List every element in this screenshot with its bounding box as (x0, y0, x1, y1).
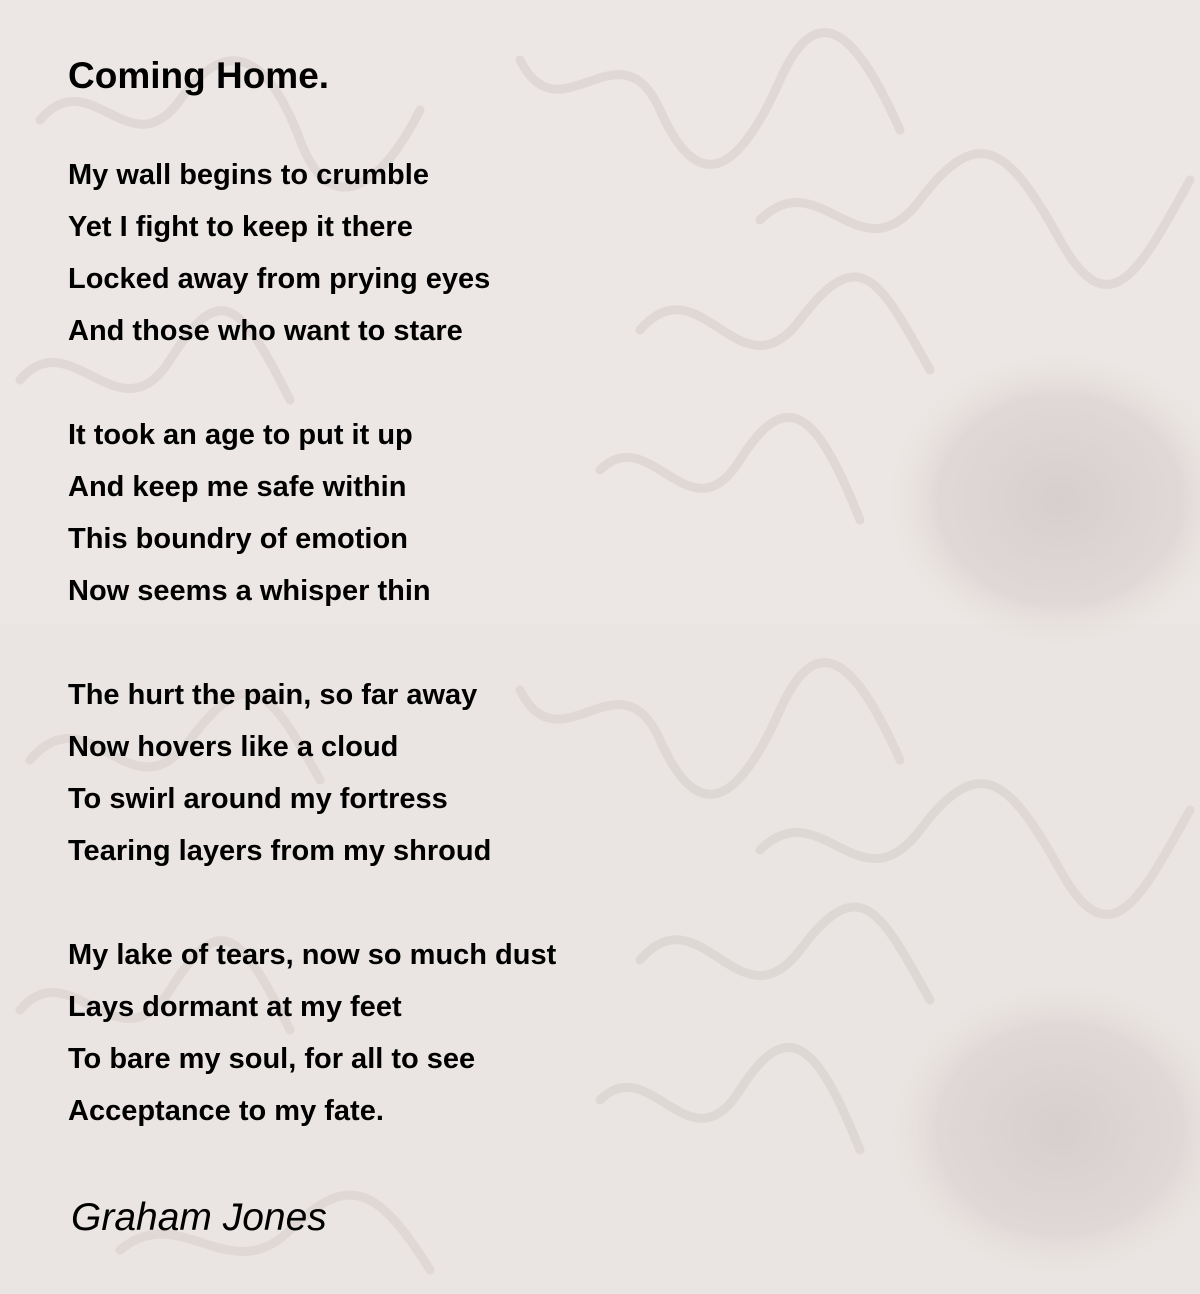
stanza-2 (68, 409, 431, 617)
poem-line: Yet I fight to keep it there (68, 211, 413, 243)
poem-line: Lays dormant at my feet (68, 991, 402, 1023)
poem-line: To swirl around my fortress (68, 783, 448, 815)
poem-author: Graham Jones (71, 1196, 327, 1239)
poem-line: This boundry of emotion (68, 523, 408, 555)
stanza-1 (68, 149, 490, 357)
poem-title: Coming Home. (68, 55, 330, 96)
stanza-4 (68, 929, 556, 1137)
poem-line: My wall begins to crumble (68, 159, 429, 191)
poem-line: The hurt the pain, so far away (68, 679, 478, 711)
poem-line: And those who want to stare (68, 315, 463, 347)
stanza-3 (68, 669, 491, 877)
poem-line: Now seems a whisper thin (68, 575, 431, 607)
poem-line: Acceptance to my fate. (68, 1095, 384, 1127)
poem-line: And keep me safe within (68, 471, 407, 503)
poem-line: Now hovers like a cloud (68, 731, 399, 763)
poem-line: It took an age to put it up (68, 419, 413, 451)
poem-line: Locked away from prying eyes (68, 263, 491, 295)
poem-line: Tearing layers from my shroud (68, 835, 492, 867)
poem-line: To bare my soul, for all to see (68, 1043, 476, 1075)
poem-line: My lake of tears, now so much dust (68, 939, 557, 971)
